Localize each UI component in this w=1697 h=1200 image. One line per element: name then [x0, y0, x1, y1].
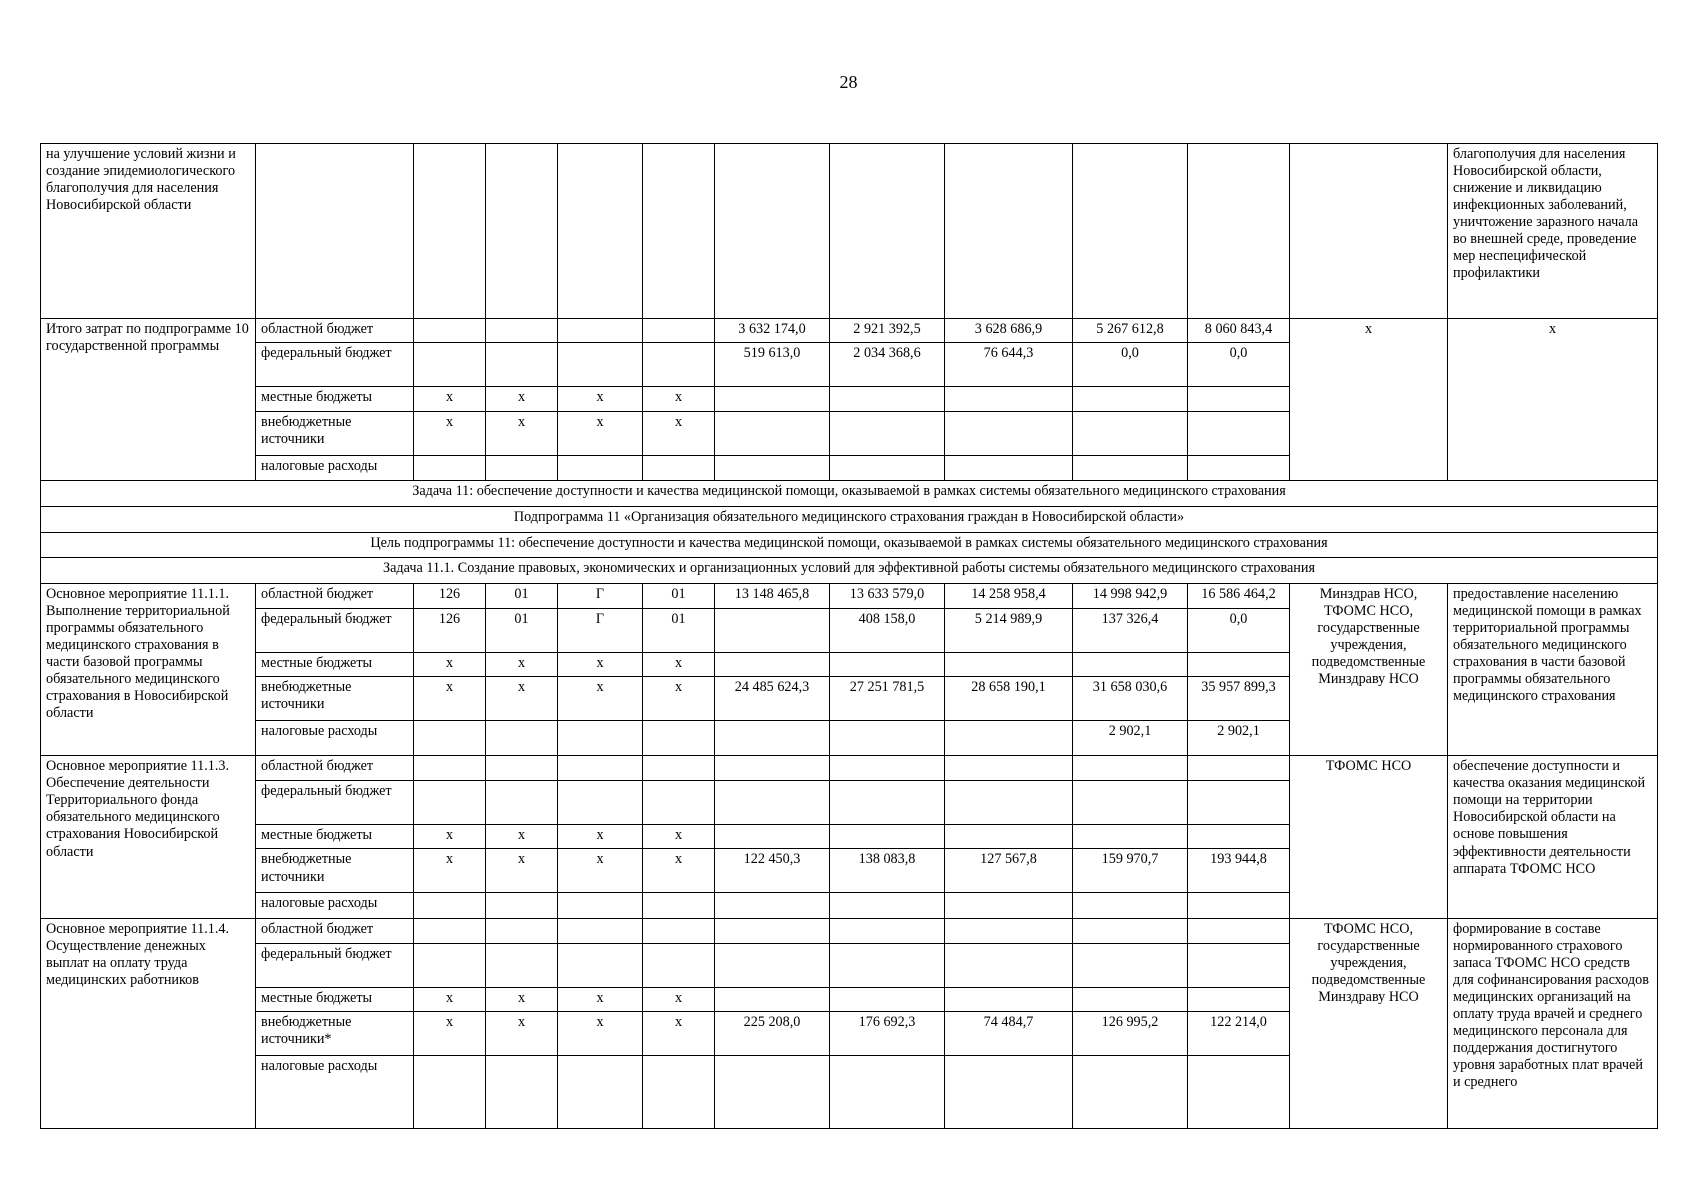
funding-source-cell: местные бюджеты: [256, 652, 414, 677]
funding-source-cell: областной бюджет: [256, 583, 414, 608]
empty-cell: [945, 144, 1073, 319]
budget-code-cell: [643, 919, 715, 944]
activity-name-cell: на улучшение условий жизни и создание эпидемиологического благополучия для населения Новосибирской области: [41, 144, 256, 319]
section-row: [41, 532, 1658, 558]
amount-cell: 122 214,0: [1188, 1012, 1290, 1056]
budget-code-cell: 01: [486, 608, 558, 652]
funding-source-cell: федеральный бюджет: [256, 343, 414, 387]
amount-cell: 76 644,3: [945, 343, 1073, 387]
amount-cell: [715, 608, 830, 652]
funding-source-cell: федеральный бюджет: [256, 780, 414, 824]
funding-source-cell: внебюджетные источники: [256, 849, 414, 893]
amount-cell: [715, 919, 830, 944]
amount-cell: [715, 756, 830, 781]
amount-cell: [1073, 455, 1188, 481]
budget-code-cell: [486, 893, 558, 919]
amount-cell: 14 258 958,4: [945, 583, 1073, 608]
budget-code-cell: 01: [643, 583, 715, 608]
amount-cell: 159 970,7: [1073, 849, 1188, 893]
section-heading: Задача 11.1. Создание правовых, экономических и организационных условий для эффективной работы системы обязательного медицинского страхования: [41, 558, 1658, 584]
amount-cell: [945, 387, 1073, 412]
budget-code-cell: [486, 756, 558, 781]
budget-code-cell: [643, 721, 715, 756]
amount-cell: [1073, 652, 1188, 677]
budget-code-cell: [486, 919, 558, 944]
amount-cell: 0,0: [1073, 343, 1188, 387]
amount-cell: [945, 411, 1073, 455]
amount-cell: [715, 1056, 830, 1129]
amount-cell: [1073, 780, 1188, 824]
amount-cell: 31 658 030,6: [1073, 677, 1188, 721]
amount-cell: 138 083,8: [830, 849, 945, 893]
budget-code-cell: [414, 780, 486, 824]
amount-cell: [715, 943, 830, 987]
amount-cell: [1188, 455, 1290, 481]
amount-cell: 122 450,3: [715, 849, 830, 893]
budget-code-cell: х: [414, 1012, 486, 1056]
amount-cell: 126 995,2: [1073, 1012, 1188, 1056]
budget-code-cell: [414, 756, 486, 781]
amount-cell: 24 485 624,3: [715, 677, 830, 721]
budget-code-cell: х: [558, 387, 643, 412]
amount-cell: [1188, 893, 1290, 919]
amount-cell: [945, 721, 1073, 756]
budget-code-cell: х: [643, 411, 715, 455]
amount-cell: [1188, 1056, 1290, 1129]
budget-code-cell: х: [643, 824, 715, 849]
table-row: [41, 583, 1658, 608]
empty-cell: [1073, 144, 1188, 319]
budget-code-cell: [414, 721, 486, 756]
expected-result-cell: предоставление населению медицинской помощи в рамках территориальной программы обязательного медицинского страхования в части базовой программы обязательного медицинского страхования: [1448, 583, 1658, 755]
amount-cell: [945, 780, 1073, 824]
budget-code-cell: [486, 721, 558, 756]
table-row: [41, 144, 1658, 319]
expected-result-cell: х: [1448, 318, 1658, 481]
page-number: 28: [839, 72, 858, 92]
budget-code-cell: [414, 343, 486, 387]
amount-cell: 0,0: [1188, 343, 1290, 387]
amount-cell: [1073, 919, 1188, 944]
budget-code-cell: [486, 318, 558, 343]
amount-cell: [1073, 387, 1188, 412]
amount-cell: [830, 721, 945, 756]
budget-code-cell: 01: [643, 608, 715, 652]
amount-cell: 137 326,4: [1073, 608, 1188, 652]
budget-code-cell: [414, 455, 486, 481]
amount-cell: [1073, 1056, 1188, 1129]
amount-cell: [715, 411, 830, 455]
empty-cell: [558, 144, 643, 319]
budget-code-cell: х: [414, 849, 486, 893]
amount-cell: [1188, 387, 1290, 412]
budget-code-cell: Г: [558, 583, 643, 608]
budget-code-cell: [414, 318, 486, 343]
amount-cell: 5 214 989,9: [945, 608, 1073, 652]
amount-cell: 0,0: [1188, 608, 1290, 652]
budget-code-cell: х: [558, 987, 643, 1012]
budget-code-cell: [486, 455, 558, 481]
performer-cell: ТФОМС НСО: [1290, 756, 1448, 919]
amount-cell: [1073, 943, 1188, 987]
budget-code-cell: [558, 1056, 643, 1129]
amount-cell: [715, 824, 830, 849]
section-heading: Подпрограмма 11 «Организация обязательного медицинского страхования граждан в Новосибирской области»: [41, 506, 1658, 532]
empty-cell: [1290, 144, 1448, 319]
funding-source-cell: налоговые расходы: [256, 1056, 414, 1129]
budget-code-cell: [486, 780, 558, 824]
budget-code-cell: х: [414, 824, 486, 849]
amount-cell: [945, 1056, 1073, 1129]
budget-code-cell: [414, 919, 486, 944]
budget-code-cell: [643, 1056, 715, 1129]
amount-cell: 2 034 368,6: [830, 343, 945, 387]
amount-cell: [1188, 780, 1290, 824]
amount-cell: [1188, 756, 1290, 781]
section-row: [41, 481, 1658, 507]
budget-code-cell: [558, 893, 643, 919]
funding-source-cell: внебюджетные источники*: [256, 1012, 414, 1056]
amount-cell: 176 692,3: [830, 1012, 945, 1056]
budget-code-cell: х: [643, 987, 715, 1012]
amount-cell: [945, 455, 1073, 481]
amount-cell: 193 944,8: [1188, 849, 1290, 893]
budget-code-cell: х: [643, 677, 715, 721]
amount-cell: [1073, 411, 1188, 455]
empty-cell: [1188, 144, 1290, 319]
empty-cell: [256, 144, 414, 319]
table-row: [41, 756, 1658, 781]
expected-result-cell: благополучия для населения Новосибирской области, снижение и ликвидацию инфекционных заболеваний, уничтожение заразного начала во внешней среде, проведение мер неспецифической профилактики: [1448, 144, 1658, 319]
budget-code-cell: 126: [414, 583, 486, 608]
amount-cell: [830, 387, 945, 412]
budget-code-cell: [414, 943, 486, 987]
funding-source-cell: областной бюджет: [256, 318, 414, 343]
budget-code-cell: х: [486, 677, 558, 721]
amount-cell: [1188, 411, 1290, 455]
table-body: [41, 144, 1658, 1129]
funding-source-cell: налоговые расходы: [256, 893, 414, 919]
budget-code-cell: [558, 780, 643, 824]
budget-code-cell: 126: [414, 608, 486, 652]
budget-code-cell: х: [643, 652, 715, 677]
amount-cell: [945, 987, 1073, 1012]
budget-code-cell: [414, 893, 486, 919]
amount-cell: [945, 824, 1073, 849]
amount-cell: [945, 652, 1073, 677]
amount-cell: [830, 919, 945, 944]
budget-code-cell: [643, 893, 715, 919]
amount-cell: [715, 652, 830, 677]
section-row: [41, 506, 1658, 532]
amount-cell: [830, 780, 945, 824]
section-heading: Задача 11: обеспечение доступности и качества медицинской помощи, оказываемой в рамках системы обязательного медицинского страхования: [41, 481, 1658, 507]
amount-cell: 74 484,7: [945, 1012, 1073, 1056]
budget-code-cell: х: [558, 652, 643, 677]
amount-cell: [1073, 987, 1188, 1012]
budget-code-cell: х: [414, 677, 486, 721]
amount-cell: [1188, 824, 1290, 849]
amount-cell: [1073, 756, 1188, 781]
budget-code-cell: х: [414, 387, 486, 412]
amount-cell: [715, 893, 830, 919]
funding-source-cell: областной бюджет: [256, 756, 414, 781]
amount-cell: [945, 756, 1073, 781]
amount-cell: [1188, 987, 1290, 1012]
budget-code-cell: [558, 721, 643, 756]
amount-cell: 3 628 686,9: [945, 318, 1073, 343]
amount-cell: 13 148 465,8: [715, 583, 830, 608]
amount-cell: [830, 756, 945, 781]
funding-source-cell: местные бюджеты: [256, 824, 414, 849]
amount-cell: [1188, 919, 1290, 944]
amount-cell: [1073, 824, 1188, 849]
funding-source-cell: внебюджетные источники: [256, 677, 414, 721]
activity-name-cell: Основное мероприятие 11.1.4. Осуществление денежных выплат на оплату труда медицинских работников: [41, 919, 256, 1129]
amount-cell: [1188, 943, 1290, 987]
empty-cell: [486, 144, 558, 319]
budget-code-cell: х: [414, 652, 486, 677]
empty-cell: [715, 144, 830, 319]
amount-cell: 225 208,0: [715, 1012, 830, 1056]
amount-cell: [715, 387, 830, 412]
budget-code-cell: х: [486, 387, 558, 412]
budget-code-cell: [558, 343, 643, 387]
amount-cell: 3 632 174,0: [715, 318, 830, 343]
funding-source-cell: местные бюджеты: [256, 987, 414, 1012]
budget-code-cell: [558, 919, 643, 944]
amount-cell: [1188, 652, 1290, 677]
amount-cell: 16 586 464,2: [1188, 583, 1290, 608]
amount-cell: [1073, 893, 1188, 919]
empty-cell: [830, 144, 945, 319]
amount-cell: [830, 824, 945, 849]
amount-cell: 2 902,1: [1188, 721, 1290, 756]
amount-cell: 127 567,8: [945, 849, 1073, 893]
section-row: [41, 558, 1658, 584]
budget-code-cell: х: [414, 411, 486, 455]
budget-code-cell: х: [558, 1012, 643, 1056]
budget-code-cell: х: [558, 849, 643, 893]
budget-code-cell: х: [558, 824, 643, 849]
empty-cell: [643, 144, 715, 319]
funding-source-cell: налоговые расходы: [256, 455, 414, 481]
amount-cell: 519 613,0: [715, 343, 830, 387]
activity-name-cell: Основное мероприятие 11.1.1. Выполнение территориальной программы обязательного медицинского страхования в части базовой программы обязательного медицинского страхования в Новосибирской области: [41, 583, 256, 755]
budget-code-cell: [414, 1056, 486, 1129]
expected-result-cell: обеспечение доступности и качества оказания медицинской помощи на территории Новосибирской области на основе повышения эффективности деятельности аппарата ТФОМС НСО: [1448, 756, 1658, 919]
amount-cell: [830, 1056, 945, 1129]
budget-code-cell: [558, 318, 643, 343]
performer-cell: Минздрав НСО, ТФОМС НСО, государственные учреждения, подведомственные Минздраву НСО: [1290, 583, 1448, 755]
table-row: [41, 919, 1658, 944]
budget-code-cell: [643, 756, 715, 781]
amount-cell: 8 060 843,4: [1188, 318, 1290, 343]
amount-cell: 28 658 190,1: [945, 677, 1073, 721]
amount-cell: [715, 780, 830, 824]
amount-cell: 14 998 942,9: [1073, 583, 1188, 608]
budget-code-cell: [486, 343, 558, 387]
amount-cell: [715, 987, 830, 1012]
table-row: [41, 318, 1658, 343]
amount-cell: [945, 893, 1073, 919]
budget-code-cell: [643, 343, 715, 387]
budget-code-cell: х: [486, 411, 558, 455]
budget-code-cell: [486, 1056, 558, 1129]
amount-cell: [830, 987, 945, 1012]
budget-code-cell: Г: [558, 608, 643, 652]
budget-code-cell: х: [486, 652, 558, 677]
amount-cell: 35 957 899,3: [1188, 677, 1290, 721]
amount-cell: [945, 943, 1073, 987]
empty-cell: [414, 144, 486, 319]
budget-code-cell: [558, 756, 643, 781]
amount-cell: 408 158,0: [830, 608, 945, 652]
budget-code-cell: х: [643, 1012, 715, 1056]
budget-code-cell: х: [643, 387, 715, 412]
funding-source-cell: местные бюджеты: [256, 387, 414, 412]
amount-cell: [830, 652, 945, 677]
amount-cell: [830, 455, 945, 481]
budget-code-cell: [643, 455, 715, 481]
amount-cell: [715, 455, 830, 481]
amount-cell: 2 921 392,5: [830, 318, 945, 343]
section-heading: Цель подпрограммы 11: обеспечение доступности и качества медицинской помощи, оказываемой в рамках системы обязательного медицинского страхования: [41, 532, 1658, 558]
amount-cell: 27 251 781,5: [830, 677, 945, 721]
amount-cell: 5 267 612,8: [1073, 318, 1188, 343]
amount-cell: [830, 943, 945, 987]
funding-source-cell: областной бюджет: [256, 919, 414, 944]
funding-source-cell: внебюджетные источники: [256, 411, 414, 455]
performer-cell: ТФОМС НСО, государственные учреждения, подведомственные Минздраву НСО: [1290, 919, 1448, 1129]
budget-code-cell: [558, 455, 643, 481]
funding-source-cell: федеральный бюджет: [256, 608, 414, 652]
amount-cell: 13 633 579,0: [830, 583, 945, 608]
performer-cell: х: [1290, 318, 1448, 481]
amount-cell: [830, 411, 945, 455]
budget-code-cell: [643, 943, 715, 987]
amount-cell: 2 902,1: [1073, 721, 1188, 756]
budget-code-cell: 01: [486, 583, 558, 608]
amount-cell: [945, 919, 1073, 944]
budget-code-cell: х: [414, 987, 486, 1012]
amount-cell: [830, 893, 945, 919]
budget-code-cell: х: [486, 987, 558, 1012]
budget-code-cell: х: [558, 677, 643, 721]
activity-name-cell: Итого затрат по подпрограмме 10 государственной программы: [41, 318, 256, 481]
budget-code-cell: х: [643, 849, 715, 893]
budget-code-cell: [643, 318, 715, 343]
budget-code-cell: х: [486, 824, 558, 849]
budget-code-cell: х: [486, 1012, 558, 1056]
budget-table: [40, 143, 1658, 1129]
budget-code-cell: х: [558, 411, 643, 455]
budget-code-cell: [643, 780, 715, 824]
budget-code-cell: [486, 943, 558, 987]
funding-source-cell: федеральный бюджет: [256, 943, 414, 987]
budget-code-cell: х: [486, 849, 558, 893]
funding-source-cell: налоговые расходы: [256, 721, 414, 756]
amount-cell: [715, 721, 830, 756]
activity-name-cell: Основное мероприятие 11.1.3. Обеспечение деятельности Территориального фонда обязательного медицинского страхования Новосибирской области: [41, 756, 256, 919]
expected-result-cell: формирование в составе нормированного страхового запаса ТФОМС НСО средств для софинансирования расходов медицинских организаций на оплату труда врачей и среднего медицинского персонала для поддержания достигнутого уровня заработных плат врачей и среднего: [1448, 919, 1658, 1129]
budget-code-cell: [558, 943, 643, 987]
